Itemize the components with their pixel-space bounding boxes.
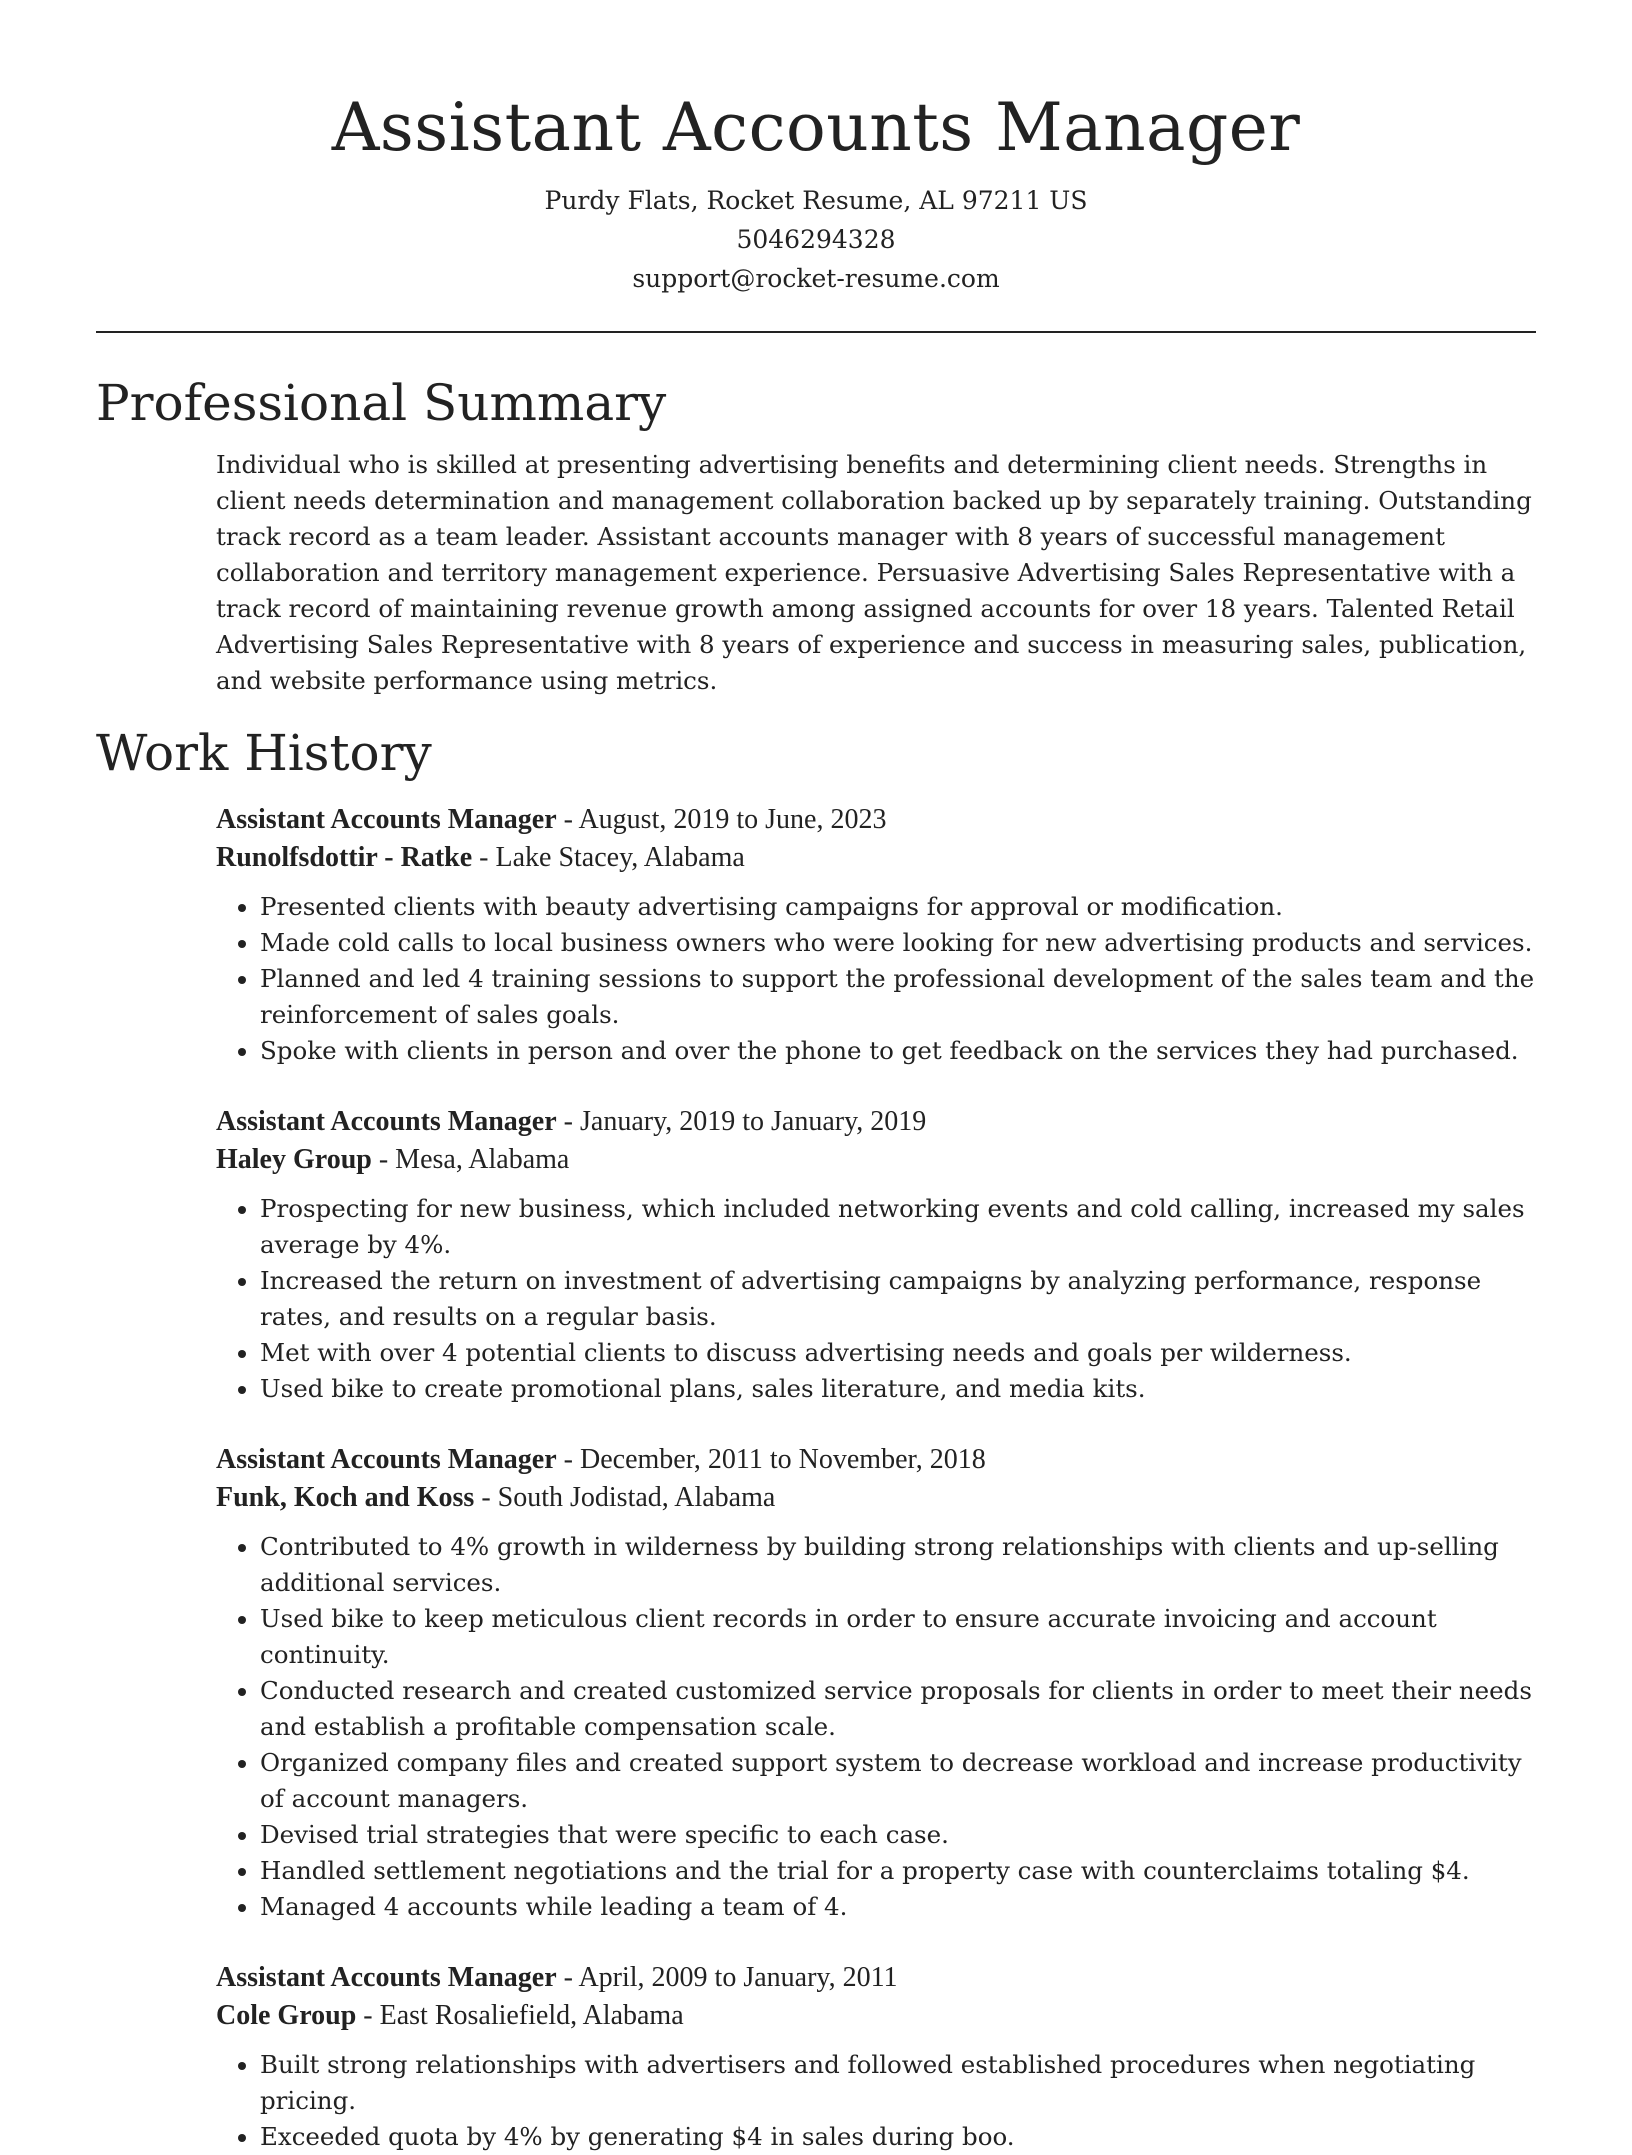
job-title-line — [216, 1959, 1536, 1997]
duty-item: • Managed 4 accounts while leading a team of 4. — [260, 1889, 1536, 1925]
job-title-line — [216, 1103, 1536, 1141]
job-location: - South Jodistad, Alabama — [474, 1482, 776, 1513]
duty-item: • Increased the return on investment of advertising campaigns by analyzing performance, response rates, and results on a regular basis. — [260, 1263, 1536, 1335]
duty-item: • Met with over 4 potential clients to discuss advertising needs and goals per wilderness. — [260, 1335, 1536, 1371]
job-role: Assistant Accounts Manager — [216, 1106, 557, 1137]
job-company: Funk, Koch and Koss — [216, 1482, 475, 1513]
job-role: Assistant Accounts Manager — [216, 1962, 557, 1993]
address-text: Purdy Flats, Rocket Resume, AL 97211 US — [544, 186, 1088, 215]
duty-item: • Made cold calls to local business owners who were looking for new advertising products and services. — [260, 925, 1536, 961]
job-role: Assistant Accounts Manager — [216, 1444, 557, 1475]
job-duties — [216, 2047, 1536, 2155]
duty-item: • Conducted research and created customized service proposals for clients in order to meet their needs and establish a profitable compensation scale. — [260, 1673, 1536, 1745]
job-company: Cole Group — [216, 2000, 357, 2031]
job-title-line — [216, 1441, 1536, 1479]
job-dates: - April, 2009 to January, 2011 — [556, 1962, 898, 1993]
job-location: - Mesa, Alabama — [371, 1144, 570, 1175]
work-history-heading: Work History — [96, 724, 432, 782]
duty-item: • Devised trial strategies that were specific to each case. — [260, 1817, 1536, 1853]
job-company-line — [216, 1479, 1536, 1517]
email-text: support@rocket-resume.com — [632, 264, 1000, 293]
job-company: Runolfsdottir - Ratke — [216, 842, 473, 873]
job-dates: - January, 2019 to January, 2019 — [556, 1106, 927, 1137]
job-entry — [216, 1103, 1536, 1407]
job-company-line — [216, 839, 1536, 877]
phone-text: 5046294328 — [736, 225, 896, 254]
work-history-list — [216, 801, 1536, 2155]
duty-item: • Contributed to 4% growth in wilderness by building strong relationships with clients and up-selling additional services. — [260, 1529, 1536, 1601]
job-company-line — [216, 1997, 1536, 2035]
job-company-line — [216, 1141, 1536, 1179]
summary-heading: Professional Summary — [96, 374, 667, 432]
duty-item: • Spoke with clients in person and over the phone to get feedback on the services they had purchased. — [260, 1033, 1536, 1069]
duty-item: • Used bike to create promotional plans, sales literature, and media kits. — [260, 1371, 1536, 1407]
duty-item: • Prospecting for new business, which included networking events and cold calling, increased my sales average by 4%. — [260, 1191, 1536, 1263]
duty-item: • Built strong relationships with advertisers and followed established procedures when negotiating pricing. — [260, 2047, 1536, 2119]
duty-item: • Presented clients with beauty advertising campaigns for approval or modification. — [260, 889, 1536, 925]
duty-item: • Organized company files and created support system to decrease workload and increase productivity of account managers. — [260, 1745, 1536, 1817]
resume-page — [96, 0, 1536, 2155]
duty-item: • Planned and led 4 training sessions to support the professional development of the sales team and the reinforcement of sales goals. — [260, 961, 1536, 1033]
duty-item: • Handled settlement negotiations and the trial for a property case with counterclaims totaling $4. — [260, 1853, 1536, 1889]
job-dates: - December, 2011 to November, 2018 — [556, 1444, 986, 1475]
job-duties — [216, 1191, 1536, 1407]
job-entry — [216, 1441, 1536, 1925]
resume-header — [96, 0, 1536, 298]
contact-block — [96, 181, 1536, 298]
job-role: Assistant Accounts Manager — [216, 804, 557, 835]
job-entry — [216, 1959, 1536, 2155]
job-location: - East Rosaliefield, Alabama — [356, 2000, 684, 2031]
job-duties — [216, 1529, 1536, 1925]
duty-item: • Exceeded quota by 4% by generating $4 in sales during boo. — [260, 2119, 1536, 2155]
job-location: - Lake Stacey, Alabama — [472, 842, 745, 873]
candidate-name: Assistant Accounts Manager — [331, 89, 1301, 166]
job-dates: - August, 2019 to June, 2023 — [556, 804, 887, 835]
summary-text: Individual who is skilled at presenting advertising benefits and determining client needs. Strengths in client needs determination and management collaboration backed up by separately training. Outstanding track record as a team leader. Assistant accounts manager with 8 years of successful management collaboration and territory management experience. Persuasive Advertising Sales Representative with a track record of maintaining revenue growth among assigned accounts for over 18 years. Talented Retail Advertising Sales Representative with 8 years of experience and success in measuring sales, publication, and website performance using metrics. — [216, 450, 1532, 695]
duty-item: • Used bike to keep meticulous client records in order to ensure accurate invoicing and account continuity. — [260, 1601, 1536, 1673]
job-duties — [216, 889, 1536, 1069]
job-entry — [216, 801, 1536, 1069]
job-title-line — [216, 801, 1536, 839]
job-company: Haley Group — [216, 1144, 372, 1175]
header-divider — [96, 331, 1536, 333]
